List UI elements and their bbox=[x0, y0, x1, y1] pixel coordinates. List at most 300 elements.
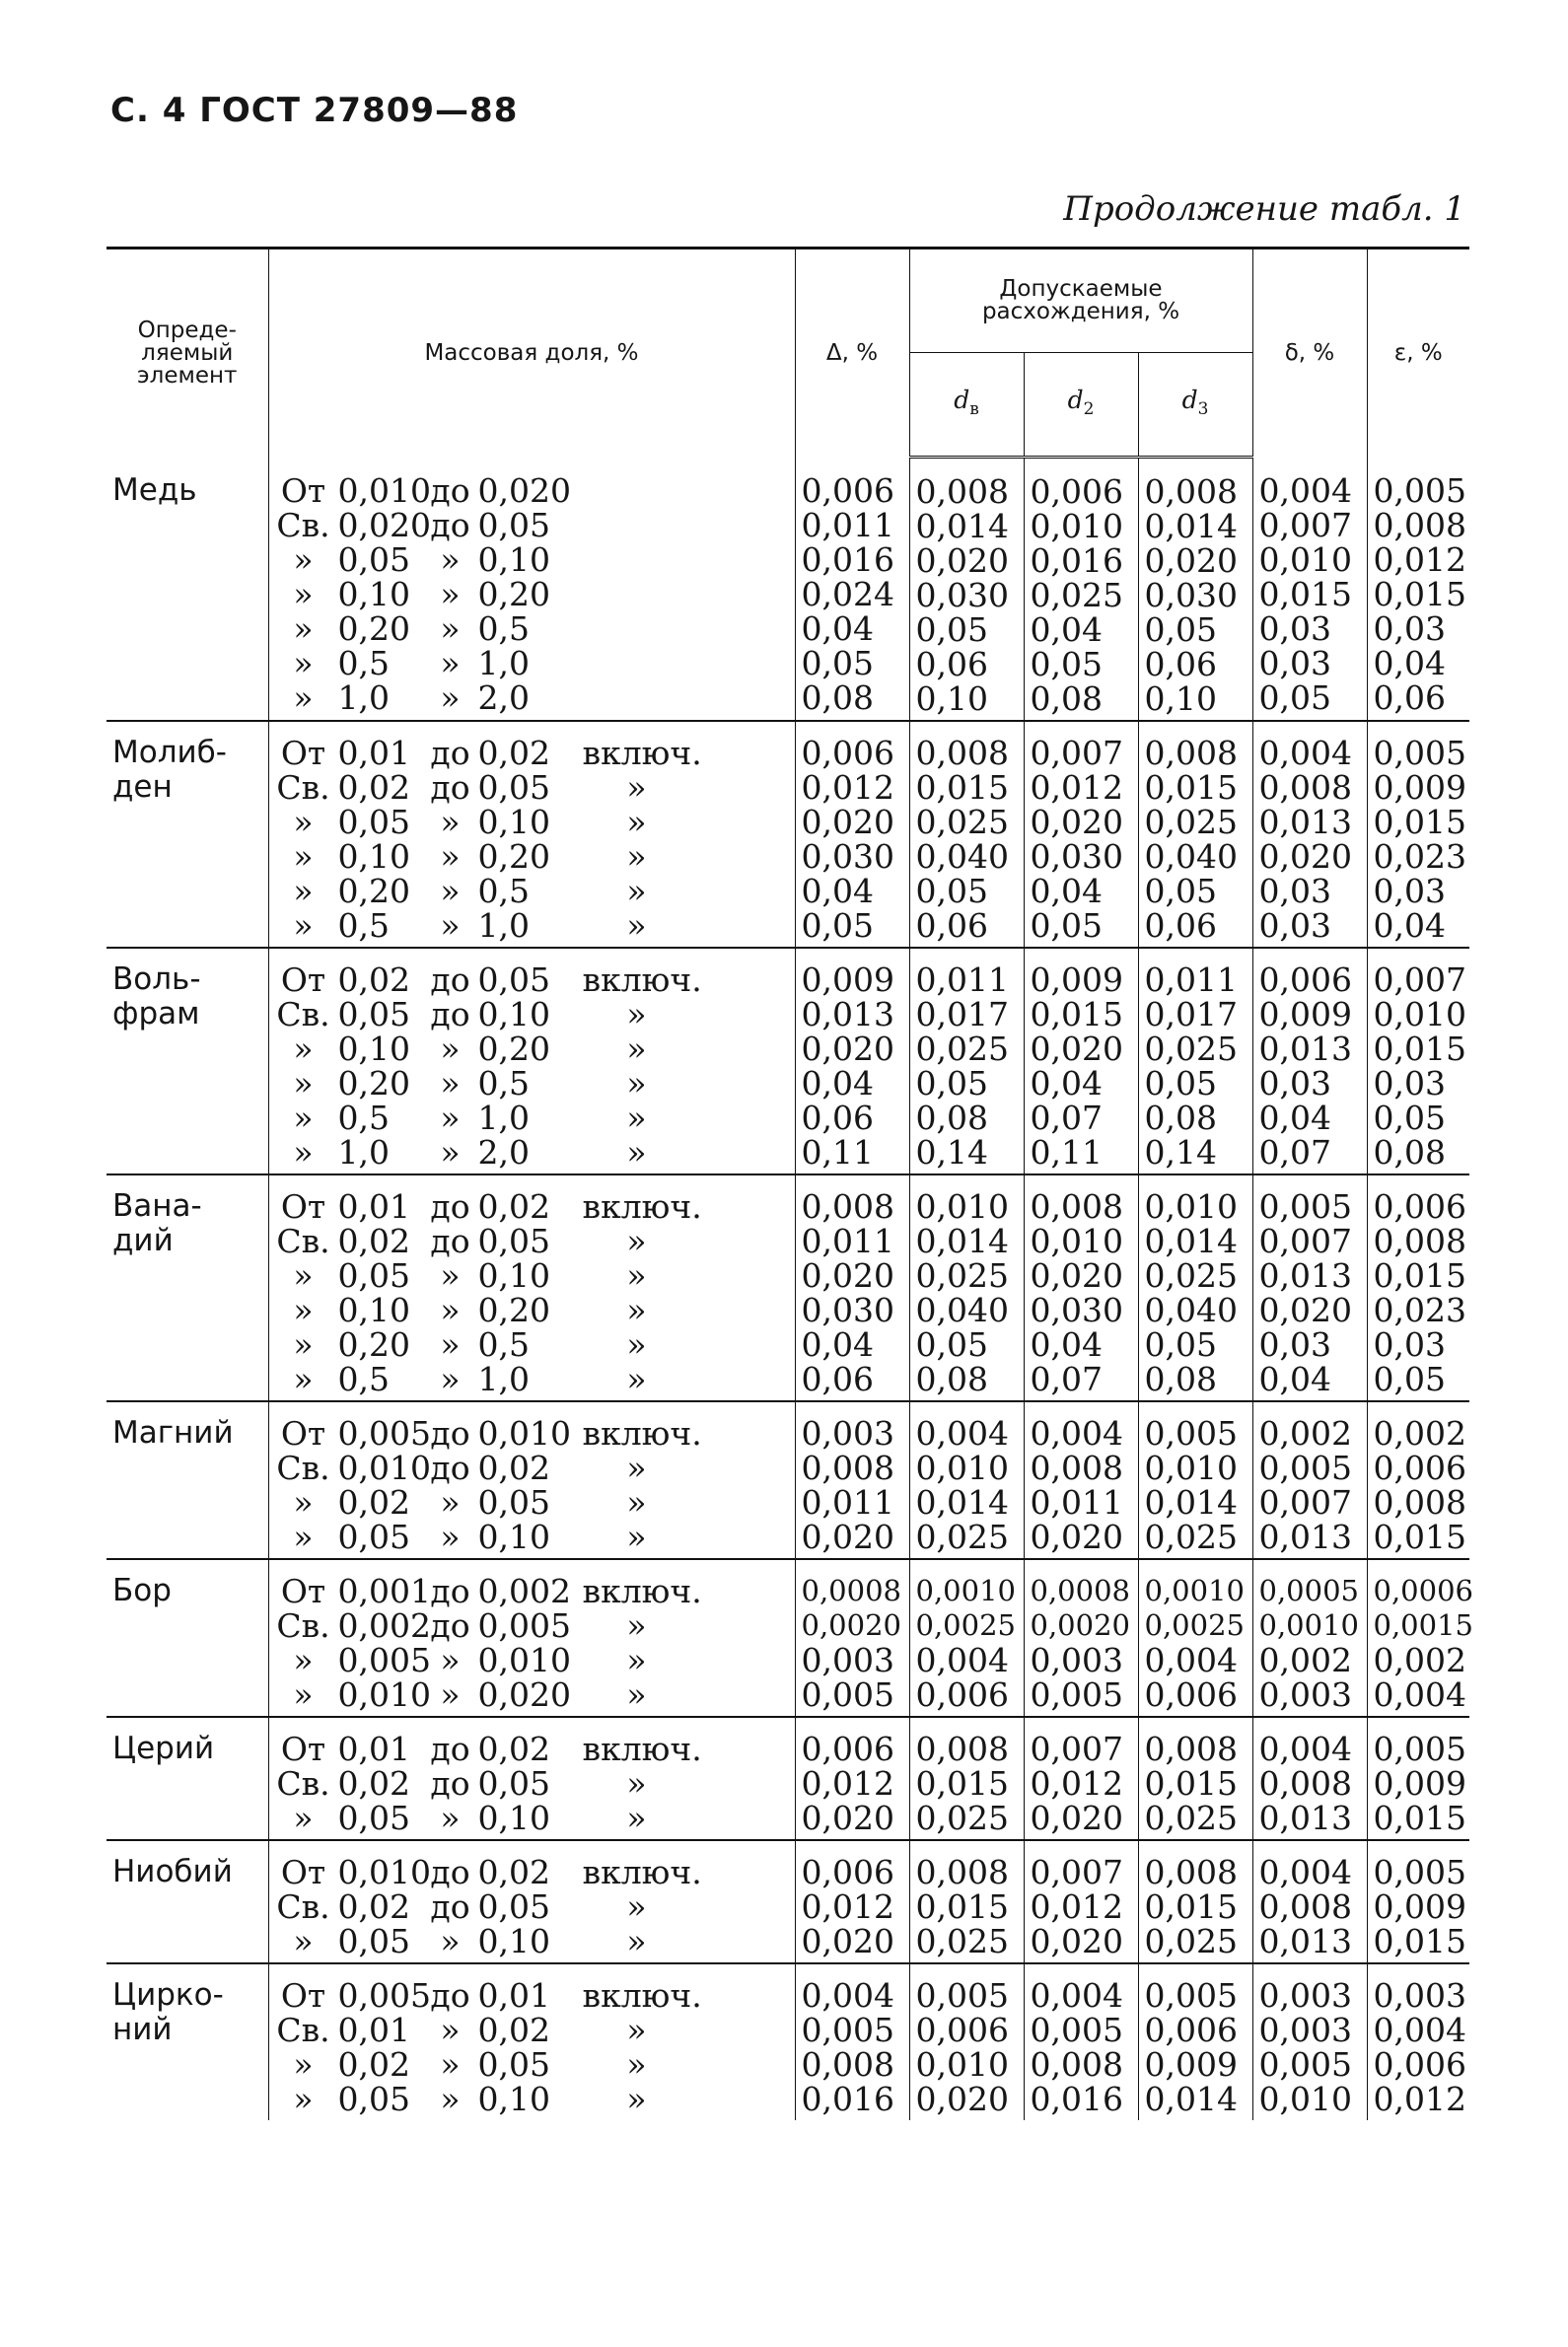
value: 0,004 bbox=[801, 1976, 894, 2015]
value: 0,013 bbox=[1258, 1922, 1352, 1960]
value: 0,015 bbox=[1144, 1887, 1238, 1926]
mass-range-line bbox=[269, 1362, 795, 1396]
small-delta-cell bbox=[1252, 948, 1367, 1174]
mass-range-part: 0,05 bbox=[477, 1764, 550, 1803]
mass-range-part: до bbox=[430, 734, 470, 772]
value: 0,012 bbox=[801, 768, 894, 807]
mass-range-part bbox=[583, 680, 691, 715]
mass-range-part: » bbox=[440, 1641, 461, 1679]
mass-range-part: включ. bbox=[582, 1976, 702, 2015]
value: 0,020 bbox=[1258, 1291, 1352, 1329]
value: 0,020 bbox=[915, 541, 1009, 580]
value: 0,020 bbox=[1030, 1922, 1123, 1960]
value: 0,004 bbox=[1373, 2011, 1466, 2049]
value: 0,015 bbox=[1258, 574, 1352, 613]
value: 0,08 bbox=[1144, 1099, 1217, 1137]
value: 0,05 bbox=[1258, 677, 1331, 717]
value: 0,030 bbox=[915, 576, 1009, 614]
mass-range-part: 0,02 bbox=[477, 734, 550, 772]
mass-range-line bbox=[269, 539, 795, 579]
d3-cell bbox=[1138, 1840, 1252, 1963]
value: 0,008 bbox=[1258, 1887, 1352, 1926]
value: 0,012 bbox=[801, 1887, 894, 1926]
value: 0,012 bbox=[1030, 1764, 1123, 1803]
mass-range-part: 0,020 bbox=[337, 505, 431, 544]
element-name-line: Воль- bbox=[112, 961, 201, 997]
mass-range-part: От bbox=[280, 1853, 326, 1891]
dv-cell bbox=[909, 1174, 1024, 1401]
mass-range-part: 0,20 bbox=[337, 608, 410, 648]
value: 0,020 bbox=[1258, 837, 1352, 876]
mass-range-part: 0,02 bbox=[337, 768, 410, 807]
value: 0,015 bbox=[1373, 1256, 1466, 1295]
value: 0,025 bbox=[1144, 1518, 1238, 1556]
value: 0,025 bbox=[1144, 1922, 1238, 1960]
mass-fraction-cell bbox=[268, 948, 795, 1174]
delta-cell bbox=[795, 1174, 909, 1401]
small-delta-cell bbox=[1252, 721, 1367, 948]
value: 0,009 bbox=[1258, 995, 1352, 1033]
mass-range-part: 0,02 bbox=[337, 2045, 410, 2084]
mass-range-part: » bbox=[626, 1449, 647, 1487]
value: 0,04 bbox=[1258, 1099, 1331, 1137]
value: 0,007 bbox=[1373, 960, 1466, 999]
mass-range-part: » bbox=[440, 1133, 461, 1172]
dv-cell bbox=[909, 1559, 1024, 1717]
mass-range-part: 0,10 bbox=[477, 1518, 550, 1556]
mass-range-part: 0,5 bbox=[477, 1064, 530, 1102]
mass-range-line bbox=[269, 1327, 795, 1362]
value: 0,03 bbox=[1258, 608, 1331, 648]
header-epsilon: ε, % bbox=[1367, 249, 1469, 458]
mass-range-part: 0,20 bbox=[337, 1325, 410, 1364]
value: 0,013 bbox=[1258, 1030, 1352, 1068]
value: 0,015 bbox=[1373, 803, 1466, 841]
small-delta-cell bbox=[1252, 1963, 1367, 2120]
value: 0,011 bbox=[801, 1483, 894, 1522]
element-name-line: ден bbox=[112, 769, 173, 805]
mass-range-part: до bbox=[430, 1572, 470, 1610]
epsilon-cell bbox=[1367, 948, 1469, 1174]
mass-range-part: 0,10 bbox=[337, 574, 410, 613]
value: 0,006 bbox=[915, 2011, 1009, 2049]
mass-range-part: » bbox=[440, 906, 461, 945]
mass-range-part: » bbox=[293, 1799, 314, 1837]
value: 0,06 bbox=[1144, 645, 1217, 683]
mass-range-part: » bbox=[440, 539, 461, 579]
mass-range-line bbox=[269, 1643, 795, 1677]
value: 0,0005 bbox=[1258, 1574, 1359, 1607]
dv-cell bbox=[909, 721, 1024, 948]
value: 0,025 bbox=[1144, 1799, 1238, 1837]
value: 0,015 bbox=[1373, 1799, 1466, 1837]
value: 0,009 bbox=[1373, 1764, 1466, 1803]
value: 0,008 bbox=[1144, 1853, 1238, 1891]
value: 0,08 bbox=[801, 677, 874, 717]
mass-range-part: 0,005 bbox=[337, 1641, 431, 1679]
dv-cell bbox=[909, 1717, 1024, 1840]
mass-range-part: 0,20 bbox=[477, 574, 550, 613]
mass-range-part: » bbox=[440, 1518, 461, 1556]
value: 0,010 bbox=[915, 1187, 1009, 1226]
value: 0,008 bbox=[801, 2045, 894, 2084]
mass-range-part: » bbox=[626, 1606, 647, 1645]
mass-range-part: 0,05 bbox=[477, 2045, 550, 2084]
mass-range-part: » bbox=[626, 803, 647, 841]
element-name bbox=[107, 1174, 268, 1401]
value: 0,006 bbox=[801, 470, 894, 510]
value: 0,04 bbox=[801, 872, 874, 910]
value: 0,0020 bbox=[1030, 1608, 1130, 1642]
mass-range-part: » bbox=[626, 906, 647, 945]
dv-cell bbox=[909, 1840, 1024, 1963]
value: 0,015 bbox=[1030, 995, 1123, 1033]
value: 0,008 bbox=[1030, 2045, 1123, 2084]
mass-range-line bbox=[269, 1766, 795, 1801]
mass-range-part: » bbox=[293, 1325, 314, 1364]
mass-range-part bbox=[583, 646, 691, 680]
value: 0,010 bbox=[1258, 2080, 1352, 2118]
mass-range-part: » bbox=[626, 1291, 647, 1329]
value: 0,015 bbox=[1373, 1518, 1466, 1556]
mass-range-part: » bbox=[440, 643, 461, 682]
mass-range-line bbox=[269, 574, 795, 613]
value: 0,015 bbox=[915, 1764, 1009, 1803]
mass-range-part: 0,10 bbox=[477, 803, 550, 841]
mass-range-part: до bbox=[430, 1449, 470, 1487]
mass-range-line bbox=[269, 1801, 795, 1835]
mass-range-part: » bbox=[626, 1222, 647, 1260]
value: 0,04 bbox=[1030, 610, 1103, 649]
value: 0,003 bbox=[801, 1641, 894, 1679]
value: 0,014 bbox=[1144, 1483, 1238, 1522]
value: 0,015 bbox=[1144, 768, 1238, 807]
value: 0,06 bbox=[915, 645, 988, 683]
mass-range-part: до bbox=[430, 505, 470, 544]
mass-range-part: От bbox=[280, 1572, 326, 1610]
value: 0,009 bbox=[801, 960, 894, 999]
value: 0,008 bbox=[1373, 505, 1466, 544]
header-d3: $d_3$ bbox=[1138, 353, 1252, 458]
value: 0,030 bbox=[801, 1291, 894, 1329]
d2-cell bbox=[1024, 1559, 1138, 1717]
mass-range-part: 0,01 bbox=[337, 1730, 410, 1768]
value: 0,012 bbox=[1030, 768, 1123, 807]
delta-cell bbox=[795, 1401, 909, 1559]
value: 0,08 bbox=[1373, 1133, 1446, 1172]
mass-range-part: 0,20 bbox=[477, 1291, 550, 1329]
value: 0,008 bbox=[1373, 1222, 1466, 1260]
delta-cell bbox=[795, 1840, 909, 1963]
value: 0,040 bbox=[1144, 1291, 1238, 1329]
value: 0,008 bbox=[801, 1187, 894, 1226]
mass-range-line bbox=[269, 1101, 795, 1135]
mass-range-line bbox=[269, 908, 795, 943]
d3-cell bbox=[1138, 1174, 1252, 1401]
mass-range-part: » bbox=[626, 837, 647, 876]
value: 0,005 bbox=[1030, 2011, 1123, 2049]
mass-range-part: » bbox=[626, 1360, 647, 1398]
value: 0,013 bbox=[1258, 803, 1352, 841]
value: 0,008 bbox=[1258, 768, 1352, 807]
d3-cell bbox=[1138, 721, 1252, 948]
mass-range-part: 0,20 bbox=[337, 1064, 410, 1102]
value: 0,015 bbox=[1373, 1030, 1466, 1068]
mass-fraction-cell bbox=[268, 1840, 795, 1963]
value: 0,002 bbox=[1258, 1641, 1352, 1679]
mass-range-part: » bbox=[626, 1518, 647, 1556]
tolerance-table bbox=[107, 247, 1473, 2120]
mass-range-part: 0,5 bbox=[477, 608, 530, 648]
mass-range-line bbox=[269, 1293, 795, 1327]
mass-range-part: 0,5 bbox=[337, 906, 390, 945]
value: 0,016 bbox=[801, 539, 894, 579]
mass-fraction-cell bbox=[268, 721, 795, 948]
value: 0,006 bbox=[1144, 2011, 1238, 2049]
value: 0,020 bbox=[1030, 1799, 1123, 1837]
element-group-row bbox=[107, 1717, 1469, 1840]
value: 0,012 bbox=[1030, 1887, 1123, 1926]
mass-range-part: » bbox=[626, 1099, 647, 1137]
value: 0,006 bbox=[1373, 1449, 1466, 1487]
element-name-line: Ниобий bbox=[112, 1854, 233, 1889]
value: 0,013 bbox=[1258, 1518, 1352, 1556]
dv-cell bbox=[909, 948, 1024, 1174]
mass-range-part: » bbox=[293, 1360, 314, 1398]
epsilon-cell bbox=[1367, 721, 1469, 948]
mass-range-part: » bbox=[293, 906, 314, 945]
value: 0,010 bbox=[915, 2045, 1009, 2084]
mass-range-part: 1,0 bbox=[337, 1133, 390, 1172]
mass-range-part: 0,5 bbox=[337, 643, 390, 682]
value: 0,007 bbox=[1258, 1222, 1352, 1260]
epsilon-cell bbox=[1367, 1717, 1469, 1840]
mass-range-part: включ. bbox=[582, 1187, 702, 1226]
mass-range-part: » bbox=[626, 2011, 647, 2049]
delta-cell bbox=[795, 948, 909, 1174]
value: 0,0015 bbox=[1373, 1608, 1473, 1642]
mass-range-part: 0,5 bbox=[337, 1099, 390, 1137]
mass-range-part bbox=[583, 473, 691, 508]
mass-range-part: 0,20 bbox=[477, 1030, 550, 1068]
mass-range-part: 1,0 bbox=[477, 643, 530, 682]
mass-range-line bbox=[269, 2013, 795, 2047]
mass-range-part: 0,05 bbox=[477, 1483, 550, 1522]
d3-cell bbox=[1138, 458, 1252, 722]
element-name-line: Вана- bbox=[112, 1188, 202, 1224]
small-delta-cell bbox=[1252, 1401, 1367, 1559]
mass-range-part: » bbox=[293, 1099, 314, 1137]
value: 0,012 bbox=[1373, 2080, 1466, 2118]
d3-cell bbox=[1138, 1401, 1252, 1559]
mass-range-part: » bbox=[293, 2045, 314, 2084]
header-d2: $d_2$ bbox=[1024, 353, 1138, 458]
value: 0,004 bbox=[1144, 1641, 1238, 1679]
small-delta-cell bbox=[1252, 1174, 1367, 1401]
mass-range-part: От bbox=[280, 1976, 326, 2015]
value: 0,003 bbox=[1373, 1976, 1466, 2015]
value: 0,006 bbox=[1258, 960, 1352, 999]
value: 0,0025 bbox=[915, 1608, 1016, 1642]
small-delta-cell bbox=[1252, 1717, 1367, 1840]
value: 0,013 bbox=[1258, 1256, 1352, 1295]
value: 0,030 bbox=[801, 837, 894, 876]
element-name bbox=[107, 1559, 268, 1717]
element-group-row bbox=[107, 948, 1469, 1174]
value: 0,008 bbox=[1258, 1764, 1352, 1803]
mass-range-part: От bbox=[280, 960, 326, 999]
value: 0,003 bbox=[1258, 1675, 1352, 1714]
mass-range-line bbox=[269, 505, 795, 544]
value: 0,007 bbox=[1030, 734, 1123, 772]
value: 0,05 bbox=[1373, 1360, 1446, 1398]
mass-range-part: до bbox=[430, 1976, 470, 2015]
element-group-row bbox=[107, 458, 1469, 722]
mass-range-part: » bbox=[626, 1799, 647, 1837]
value: 0,005 bbox=[1258, 1449, 1352, 1487]
element-name bbox=[107, 1717, 268, 1840]
mass-range-part: 0,02 bbox=[477, 1449, 550, 1487]
mass-range-line bbox=[269, 736, 795, 770]
value: 0,025 bbox=[1030, 576, 1123, 614]
value: 0,009 bbox=[1144, 2045, 1238, 2084]
element-name bbox=[107, 1963, 268, 2120]
value: 0,04 bbox=[1373, 643, 1446, 682]
value: 0,006 bbox=[1373, 2045, 1466, 2084]
mass-range-part: 0,05 bbox=[477, 505, 550, 544]
value: 0,0010 bbox=[915, 1574, 1016, 1607]
value: 0,008 bbox=[915, 734, 1009, 772]
mass-range-part: 0,005 bbox=[477, 1606, 571, 1645]
value: 0,004 bbox=[915, 1414, 1009, 1453]
value: 0,004 bbox=[1258, 1730, 1352, 1768]
d3-cell bbox=[1138, 1963, 1252, 2120]
value: 0,014 bbox=[915, 1222, 1009, 1260]
value: 0,009 bbox=[1373, 768, 1466, 807]
d2-cell bbox=[1024, 948, 1138, 1174]
mass-range-part: 0,02 bbox=[477, 1853, 550, 1891]
mass-range-line bbox=[269, 1031, 795, 1066]
value: 0,012 bbox=[801, 1764, 894, 1803]
value: 0,003 bbox=[1258, 1976, 1352, 2015]
value: 0,04 bbox=[801, 608, 874, 648]
mass-range-part: 0,010 bbox=[477, 1414, 571, 1453]
mass-range-part: » bbox=[293, 1133, 314, 1172]
mass-range-line bbox=[269, 1258, 795, 1293]
mass-range-part: 0,20 bbox=[477, 837, 550, 876]
value: 0,002 bbox=[1258, 1414, 1352, 1453]
value: 0,03 bbox=[1258, 872, 1331, 910]
mass-range-part: » bbox=[440, 803, 461, 841]
mass-range-part: до bbox=[430, 470, 470, 510]
mass-range-part: 0,02 bbox=[337, 960, 410, 999]
value: 0,004 bbox=[1373, 1675, 1466, 1714]
mass-range-line bbox=[269, 1520, 795, 1554]
mass-fraction-cell bbox=[268, 1559, 795, 1717]
value: 0,008 bbox=[1030, 1187, 1123, 1226]
element-name-line: Цирко- bbox=[112, 1977, 224, 2013]
mass-range-line bbox=[269, 1485, 795, 1520]
mass-range-line bbox=[269, 1978, 795, 2013]
mass-range-part: 0,002 bbox=[337, 1606, 431, 1645]
mass-range-line bbox=[269, 1066, 795, 1101]
value: 0,008 bbox=[1373, 1483, 1466, 1522]
d3-cell bbox=[1138, 1717, 1252, 1840]
mass-range-part: » bbox=[293, 1256, 314, 1295]
value: 0,010 bbox=[1258, 539, 1352, 579]
d3-cell bbox=[1138, 1559, 1252, 1717]
value: 0,0025 bbox=[1144, 1608, 1245, 1642]
value: 0,06 bbox=[801, 1360, 874, 1398]
value: 0,004 bbox=[915, 1641, 1009, 1679]
mass-range-part: 0,05 bbox=[337, 2080, 410, 2118]
mass-range-part: » bbox=[440, 1360, 461, 1398]
d2-cell bbox=[1024, 1717, 1138, 1840]
value: 0,11 bbox=[1030, 1133, 1103, 1172]
mass-range-part: » bbox=[626, 995, 647, 1033]
value: 0,004 bbox=[1258, 470, 1352, 510]
mass-range-part: » bbox=[440, 1799, 461, 1837]
value: 0,008 bbox=[1144, 472, 1238, 511]
value: 0,11 bbox=[801, 1133, 874, 1172]
mass-range-part: до bbox=[430, 1764, 470, 1803]
mass-range-part: 0,02 bbox=[337, 1483, 410, 1522]
mass-range-part: до bbox=[430, 995, 470, 1033]
mass-range-part: включ. bbox=[582, 960, 702, 999]
value: 0,025 bbox=[1144, 803, 1238, 841]
mass-range-part: Св. bbox=[276, 2011, 330, 2049]
element-name-line: ний bbox=[112, 2012, 173, 2047]
value: 0,04 bbox=[1258, 1360, 1331, 1398]
value: 0,020 bbox=[1030, 1518, 1123, 1556]
mass-range-part: 0,10 bbox=[337, 1291, 410, 1329]
d2-cell bbox=[1024, 1174, 1138, 1401]
mass-range-part: 0,05 bbox=[477, 768, 550, 807]
value: 0,013 bbox=[801, 995, 894, 1033]
value: 0,10 bbox=[1144, 679, 1217, 718]
mass-range-part: От bbox=[280, 734, 326, 772]
header-mass: Массовая доля, % bbox=[268, 249, 795, 458]
value: 0,020 bbox=[801, 803, 894, 841]
value: 0,020 bbox=[801, 1518, 894, 1556]
value: 0,006 bbox=[1373, 1187, 1466, 1226]
mass-range-part: 2,0 bbox=[477, 677, 530, 717]
mass-range-part: » bbox=[293, 1675, 314, 1714]
mass-range-part: 1,0 bbox=[477, 906, 530, 945]
mass-range-part: 0,01 bbox=[477, 1976, 550, 2015]
value: 0,008 bbox=[915, 472, 1009, 511]
mass-fraction-cell bbox=[268, 458, 795, 722]
mass-fraction-cell bbox=[268, 1717, 795, 1840]
mass-range-part: 0,02 bbox=[337, 1887, 410, 1926]
element-name bbox=[107, 721, 268, 948]
delta-cell bbox=[795, 1963, 909, 2120]
value: 0,008 bbox=[915, 1730, 1009, 1768]
mass-range-part: От bbox=[280, 1730, 326, 1768]
value: 0,004 bbox=[1030, 1414, 1123, 1453]
value: 0,0020 bbox=[801, 1608, 901, 1642]
value: 0,04 bbox=[1030, 1064, 1103, 1102]
value: 0,015 bbox=[1373, 1922, 1466, 1960]
mass-range-part bbox=[583, 611, 691, 646]
mass-range-part: » bbox=[626, 1764, 647, 1803]
value: 0,005 bbox=[801, 2011, 894, 2049]
mass-range-part: 0,020 bbox=[477, 1675, 571, 1714]
value: 0,05 bbox=[1144, 610, 1217, 649]
mass-range-part: Св. bbox=[276, 995, 330, 1033]
value: 0,0010 bbox=[1144, 1574, 1245, 1607]
mass-range-part: до bbox=[430, 1222, 470, 1260]
